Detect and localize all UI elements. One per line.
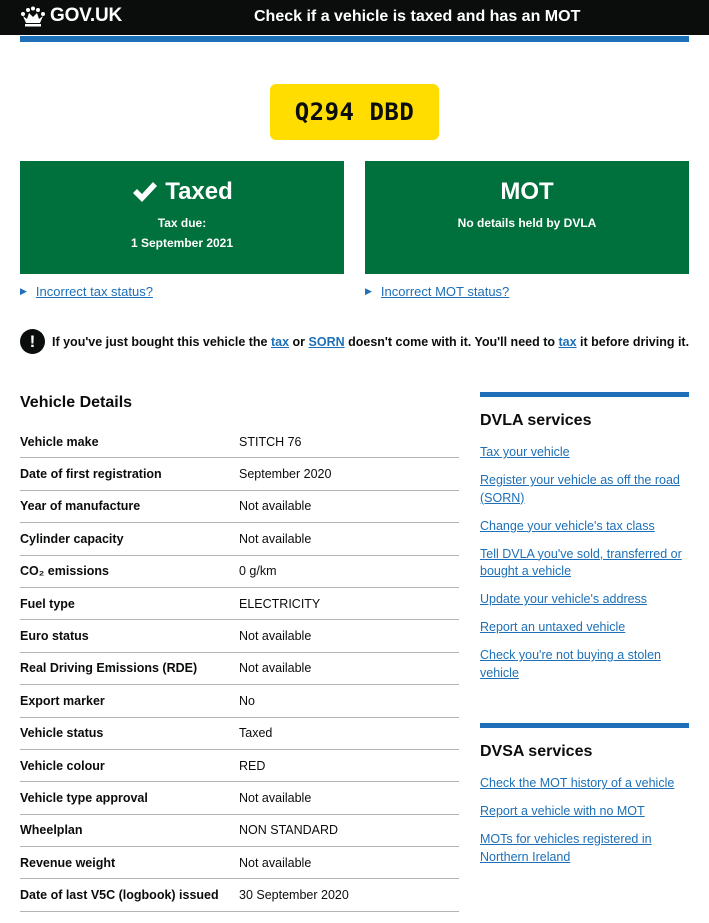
details-value: RED — [239, 758, 266, 773]
tax-due-label: Tax due: — [157, 216, 207, 230]
dvla-service-list-item — [480, 444, 689, 462]
dvla-services-list — [480, 444, 689, 682]
details-value: Not available — [239, 855, 312, 870]
tax-link[interactable]: tax — [558, 334, 577, 349]
tax-status-heading-text: Taxed — [165, 178, 233, 205]
vehicle-details-title: Vehicle Details — [20, 394, 133, 411]
details-value: Not available — [239, 661, 312, 676]
incorrect-tax-status-toggle[interactable] — [20, 284, 153, 299]
dvsa-service-link[interactable]: Check the MOT history of a vehicle — [480, 776, 675, 790]
dvla-service-link[interactable]: Tell DVLA you've sold, transferred or bought a vehicle — [480, 546, 682, 578]
warning-text — [20, 329, 700, 354]
details-row — [20, 556, 459, 588]
govuk-logo-text: GOV.UK — [50, 5, 123, 26]
dvla-service-list-item — [480, 518, 689, 536]
details-value: STITCH 76 — [239, 434, 302, 449]
dvla-service-link[interactable]: Check you're not buying a stolen vehicle — [480, 648, 661, 680]
dvla-service-link[interactable]: Register your vehicle as off the road (SORN) — [480, 473, 680, 505]
details-row — [20, 750, 459, 782]
details-row — [20, 879, 459, 911]
incorrect-mot-status-toggle[interactable] — [365, 284, 509, 299]
dvla-service-list-item — [480, 647, 689, 682]
details-row — [20, 458, 459, 490]
tick-icon — [131, 180, 159, 204]
mot-status-panel — [365, 161, 689, 274]
sorn-link[interactable]: SORN — [308, 334, 345, 349]
details-value: Taxed — [239, 726, 273, 741]
tax-status-panel — [20, 161, 344, 274]
dvsa-service-list-item — [480, 775, 689, 793]
tax-link[interactable]: tax — [270, 334, 290, 349]
warning-icon: ! — [20, 329, 45, 354]
warning-text-part: If you've just bought this vehicle the — [52, 334, 271, 349]
details-value: Not available — [239, 531, 312, 546]
details-key: Vehicle type approval — [20, 790, 148, 805]
details-value: Not available — [239, 629, 312, 644]
details-key: Euro status — [20, 629, 89, 644]
warning-text-part: doesn't come with it. You'll need to — [344, 334, 559, 349]
dvla-services-title: DVLA services — [480, 412, 592, 429]
dvla-service-list-item — [480, 546, 689, 581]
dvla-service-link[interactable]: Report an untaxed vehicle — [480, 620, 626, 634]
details-value: No — [239, 693, 255, 708]
mot-status-detail: No details held by DVLA — [457, 216, 597, 230]
details-row — [20, 588, 459, 620]
dvla-service-link[interactable]: Update your vehicle's address — [480, 592, 648, 606]
details-row — [20, 653, 459, 685]
details-value: Not available — [239, 790, 312, 805]
warning-text-part: it before driving it. — [576, 334, 690, 349]
details-key: Year of manufacture — [20, 499, 141, 514]
details-key: Date of first registration — [20, 467, 162, 482]
details-key: Revenue weight — [20, 855, 116, 870]
details-value: 0 g/km — [239, 564, 277, 579]
tax-due-date: 1 September 2021 — [130, 236, 234, 250]
details-row — [20, 847, 459, 879]
dvla-service-list-item — [480, 472, 689, 507]
details-key: Cylinder capacity — [20, 531, 124, 546]
warning-text-part: or — [289, 334, 309, 349]
details-key: CO₂ emissions — [20, 564, 109, 579]
dvla-service-link[interactable]: Tax your vehicle — [480, 445, 570, 459]
dvla-service-list-item — [480, 591, 689, 609]
dvsa-services-list — [480, 775, 689, 866]
details-key: Export marker — [20, 693, 105, 708]
dvla-service-list-item — [480, 619, 689, 637]
dvsa-service-link[interactable]: MOTs for vehicles registered in Northern Ireland — [480, 832, 652, 864]
incorrect-mot-status-link[interactable]: Incorrect MOT status? — [380, 284, 510, 299]
details-key: Date of last V5C (logbook) issued — [20, 888, 219, 903]
vehicle-details-table — [20, 426, 459, 912]
triangle-right-icon: ▶ — [20, 286, 27, 296]
details-key: Vehicle colour — [20, 758, 105, 773]
tax-status-heading — [20, 177, 344, 207]
mot-status-heading-text: MOT — [500, 178, 554, 205]
details-row — [20, 491, 459, 523]
dvla-service-link[interactable]: Change your vehicle's tax class — [480, 518, 655, 533]
details-key: Wheelplan — [20, 823, 83, 838]
details-key: Fuel type — [20, 596, 75, 611]
details-value: 30 September 2020 — [239, 888, 349, 903]
warning-message — [52, 335, 689, 349]
details-row — [20, 782, 459, 814]
details-row — [20, 620, 459, 652]
mot-status-heading — [365, 177, 689, 207]
details-row — [20, 523, 459, 555]
details-value: ELECTRICITY — [239, 596, 321, 611]
header-blue-bar — [20, 36, 689, 42]
details-row — [20, 685, 459, 717]
details-row — [20, 815, 459, 847]
triangle-right-icon: ▶ — [365, 286, 372, 296]
details-key: Vehicle status — [20, 726, 104, 741]
incorrect-tax-status-link[interactable]: Incorrect tax status? — [35, 284, 153, 299]
details-value: NON STANDARD — [239, 823, 339, 838]
dvsa-service-link[interactable]: Report a vehicle with no MOT — [480, 804, 645, 818]
site-header — [0, 0, 709, 35]
dvsa-service-list-item — [480, 803, 689, 821]
crown-icon — [20, 5, 46, 27]
dvla-services-panel — [480, 392, 689, 693]
govuk-logo-link[interactable] — [20, 5, 122, 27]
dvsa-services-panel — [480, 723, 689, 877]
dvsa-services-title: DVSA services — [480, 743, 593, 760]
details-row — [20, 426, 459, 458]
details-value: Not available — [239, 499, 312, 514]
service-name-link[interactable]: Check if a vehicle is taxed and has an MOT — [254, 8, 581, 25]
registration-plate: Q294 DBD — [270, 84, 439, 140]
details-key: Vehicle make — [20, 434, 99, 449]
details-value: September 2020 — [239, 467, 332, 482]
details-key: Real Driving Emissions (RDE) — [20, 661, 198, 676]
dvsa-service-list-item — [480, 831, 689, 866]
details-row — [20, 718, 459, 750]
